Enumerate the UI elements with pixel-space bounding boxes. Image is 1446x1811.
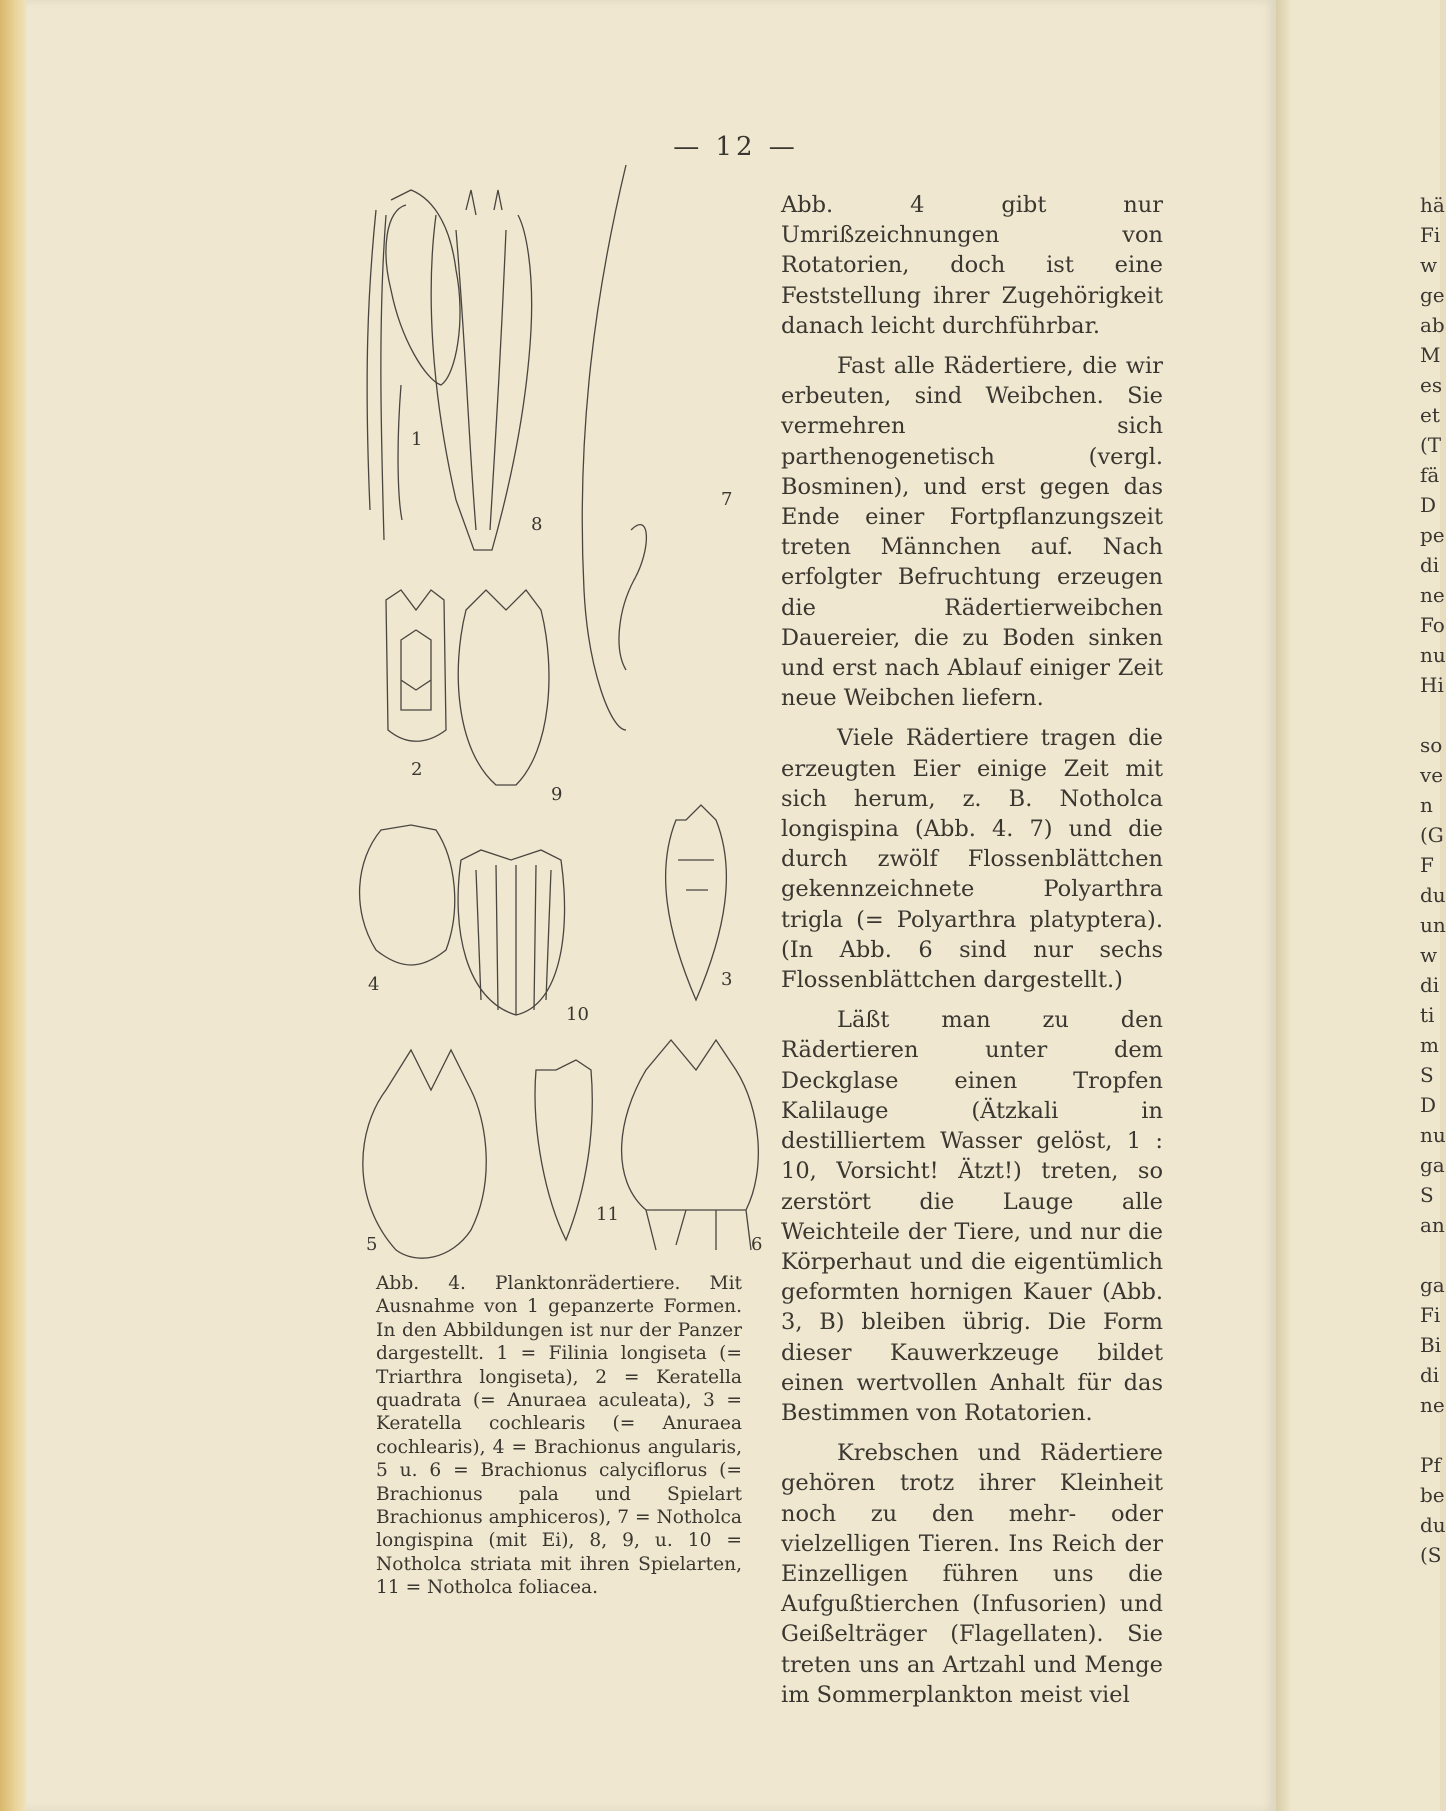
main-text-column [781,190,1163,1720]
next-page-fragment [1420,1240,1446,1270]
fig-label-4: 4 [368,974,380,995]
rotifer-figure [356,170,763,1260]
next-page-fragment: m [1420,1033,1439,1057]
next-page-fragment: so [1420,733,1443,757]
next-page-fragment: n [1420,793,1433,817]
drawing-11 [535,1060,592,1240]
figure-caption: Abb. 4. Planktonrädertiere. Mit Ausnahme von 1 gepanzerte Formen. In den Abbildungen ist nur der Panzer dargestellt. 1 = Filinia longiseta (= Triarthra longiseta), 2 = Keratella quadrata (= Anuraea aculeata), 3 = Keratella cochlearis (= Anuraea cochlearis), 4 = Brachionus angularis, 5 u. 6 = Brachionus calyciflorus (= Brachionus pala und Spielart Brachionus amphiceros), 7 = Notholca longispina (mit Ei), 8, 9, u. 10 = Notholca striata mit ihren Spielarten, 11 = Notholca foliacea. [376,1273,743,1599]
next-page-fragments [1420,190,1446,1570]
next-page-fragment: S [1420,1063,1434,1087]
next-page-fragment: ga [1420,1273,1445,1297]
next-page-fragment: di [1420,973,1440,997]
drawing-2 [386,590,446,741]
fig-label-2: 2 [411,759,423,780]
drawing-1 [386,190,460,385]
paragraph-1: Abb. 4 gibt nur Umrißzeichnungen von Rotatorien, doch ist eine Feststellung ihrer Zugehörigkeit danach leicht durchführbar. [781,192,1163,339]
book-page [26,0,1276,1811]
fig-label-3: 3 [721,969,733,990]
next-page-fragment: (T [1420,433,1442,457]
next-page-edge [1290,0,1446,1811]
next-page-fragment: ge [1420,283,1445,307]
next-page-fragment: du [1420,883,1446,907]
next-page-fragment: ne [1420,1393,1445,1417]
next-page-fragment: F [1420,853,1434,877]
book-gutter [1276,0,1290,1811]
fig-label-1: 1 [411,429,423,450]
next-page-fragment: nu [1420,1123,1446,1147]
fig-label-11: 11 [596,1204,619,1225]
next-page-fragment: Bi [1420,1333,1442,1357]
drawing-4 [360,825,455,965]
next-page-fragment: (G [1420,823,1444,847]
next-page-fragment: D [1420,493,1437,517]
next-page-fragment: fä [1420,463,1440,487]
next-page-fragment: hä [1420,193,1445,217]
next-page-fragment: ve [1420,763,1444,787]
next-page-fragment: un [1420,913,1446,937]
next-page-fragment: Pf [1420,1453,1441,1477]
next-page-fragment: w [1420,943,1438,967]
drawing-9 [458,590,549,785]
next-page-fragment: be [1420,1483,1445,1507]
next-page-fragment [1420,700,1446,730]
next-page-fragment: pe [1420,523,1445,547]
next-page-fragment: D [1420,1093,1437,1117]
fig-label-8: 8 [531,514,543,535]
next-page-fragment: ti [1420,1003,1435,1027]
fig-label-7: 7 [721,489,733,510]
paragraph-3: Viele Rädertiere tragen die erzeugten Eier einige Zeit mit sich herum, z. B. Notholca longispina (Abb. 4. 7) und die durch zwölf Flossenblättchen gekennzeichnete Polyarthra trigla (= Polyarthra platyptera). (In Abb. 6 sind nur sechs Flossenblättchen dargestellt.) [781,725,1163,994]
next-page-fragment: ga [1420,1153,1445,1177]
next-page-fragment: Hi [1420,673,1444,697]
next-page-fragment: ab [1420,313,1445,337]
page-number: — 12 — [673,132,799,162]
next-page-fragment [1420,1420,1446,1450]
rotifer-drawings [356,170,763,1260]
drawing-6 [622,1040,759,1250]
next-page-fragment: Fo [1420,613,1445,637]
next-page-fragment: an [1420,1213,1445,1237]
next-page-fragment: nu [1420,643,1446,667]
drawing-5 [363,1050,486,1258]
paragraph-5: Krebschen und Rädertiere gehören trotz ihrer Kleinheit noch zu den mehr- oder vielzelligen Tieren. Ins Reich der Einzelligen führen uns die Aufgußtierchen (Infusorien) und Geißelträger (Flagellaten). Sie treten uns an Artzahl und Menge im Sommerplankton meist viel [781,1440,1163,1708]
paragraph-2: Fast alle Rädertiere, die wir erbeuten, sind Weibchen. Sie vermehren sich parthenogenetisch (vergl. Bosminen), und erst gegen das Ende einer Fortpflanzungszeit treten Männchen auf. Nach erfolgter Befruchtung erzeugen die Rädertierweibchen Dauereier, die zu Boden sinken und erst nach Ablauf einiger Zeit neue Weibchen liefern. [781,353,1163,712]
next-page-fragment: Fi [1420,1303,1441,1327]
next-page-fragment: di [1420,1363,1440,1387]
fig-label-10: 10 [566,1004,589,1025]
next-page-fragment: es [1420,373,1443,397]
drawing-7 [582,165,646,730]
fig-label-9: 9 [551,784,563,805]
next-page-fragment: M [1420,343,1441,367]
next-page-fragment: du [1420,1513,1446,1537]
next-page-fragment: Fi [1420,223,1441,247]
fig-label-6: 6 [751,1234,763,1255]
next-page-fragment: S [1420,1183,1434,1207]
fig-label-5: 5 [366,1234,378,1255]
drawing-8 [431,215,531,550]
next-page-fragment: et [1420,403,1440,427]
next-page-fragment: (S [1420,1543,1442,1567]
next-page-fragment: di [1420,553,1440,577]
page-edge [0,0,26,1811]
next-page-fragment: w [1420,253,1438,277]
next-page-fragment: ne [1420,583,1445,607]
paragraph-4: Läßt man zu den Rädertieren unter dem Deckglase einen Tropfen Kalilauge (Ätzkali in destilliertem Wasser gelöst, 1 : 10, Vorsicht! Ätzt!) treten, so zerstört die Lauge alle Weichteile der Tiere, und nur die Körperhaut und die eigentümlich geformten hornigen Kauer (Abb. 3, B) bleiben übrig. Die Form dieser Kauwerkzeuge bildet einen wertvollen Anhalt für das Bestimmen von Rotatorien. [781,1007,1163,1426]
drawing-3 [666,805,727,1000]
